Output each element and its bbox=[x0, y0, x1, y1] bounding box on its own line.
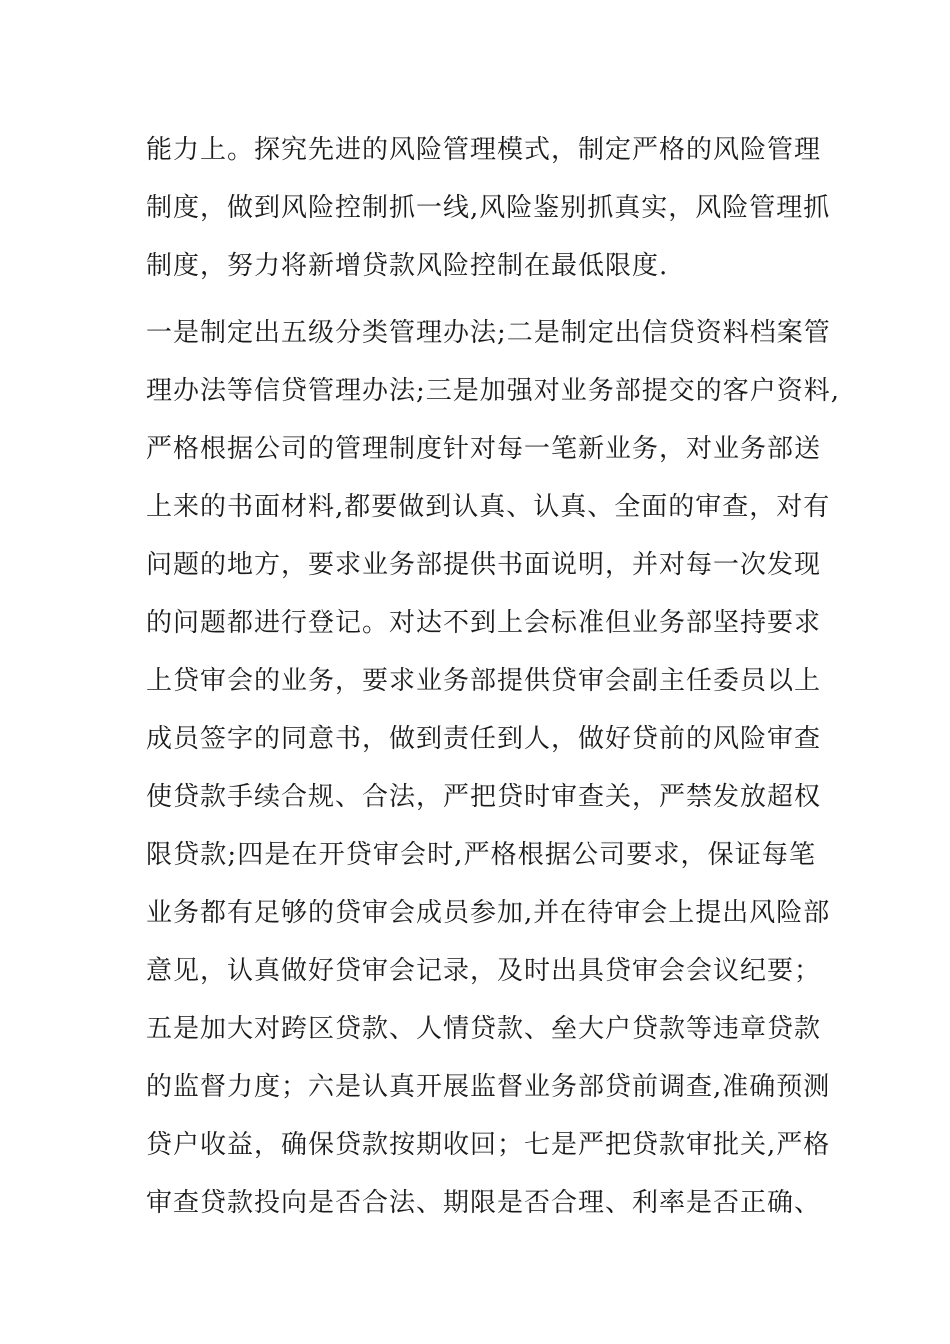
text-line: 意见，认真做好贷审会记录，及时出具贷审会会议纪要； bbox=[146, 956, 822, 986]
paragraph-risk-management-intro bbox=[146, 121, 831, 295]
text-line: 一是制定出五级分类管理办法;二是制定出信贷资料档案管 bbox=[146, 318, 831, 348]
text-line: 能力上。探究先进的风险管理模式，制定严格的风险管理 bbox=[146, 135, 822, 165]
text-line: 的监督力度；六是认真开展监督业务部贷前调查,准确预测 bbox=[146, 1072, 831, 1102]
text-line: 理办法等信贷管理办法;三是加强对业务部提交的客户资料, bbox=[146, 376, 841, 406]
text-line: 限贷款;四是在开贷审会时,严格根据公司要求，保证每笔 bbox=[146, 840, 816, 870]
paragraph-loan-measures bbox=[146, 304, 841, 1232]
text-line: 严格根据公司的管理制度针对每一笔新业务，对业务部送 bbox=[146, 434, 822, 464]
text-line: 制度，努力将新增贷款风险控制在最低限度. bbox=[146, 251, 669, 281]
text-line: 五是加大对跨区贷款、人情贷款、垒大户贷款等违章贷款 bbox=[146, 1014, 822, 1044]
text-line: 使贷款手续合规、合法，严把贷时审查关，严禁发放超权 bbox=[146, 782, 822, 812]
text-line: 问题的地方，要求业务部提供书面说明，并对每一次发现 bbox=[146, 550, 822, 580]
text-line: 成员签字的同意书，做到责任到人，做好贷前的风险审查 bbox=[146, 724, 822, 754]
text-line: 业务都有足够的贷审会成员参加,并在待审会上提出风险部 bbox=[146, 898, 831, 928]
text-line: 上贷审会的业务，要求业务部提供贷审会副主任委员以上 bbox=[146, 666, 822, 696]
text-line: 贷户收益，确保贷款按期收回；七是严把贷款审批关,严格 bbox=[146, 1130, 831, 1160]
text-line: 审查贷款投向是否合法、期限是否合理、利率是否正确、 bbox=[146, 1188, 822, 1218]
text-line: 的问题都进行登记。对达不到上会标准但业务部坚持要求 bbox=[146, 608, 822, 638]
text-line: 制度，做到风险控制抓一线,风险鉴别抓真实，风险管理抓 bbox=[146, 193, 831, 223]
text-line: 上来的书面材料,都要做到认真、认真、全面的审查，对有 bbox=[146, 492, 831, 522]
